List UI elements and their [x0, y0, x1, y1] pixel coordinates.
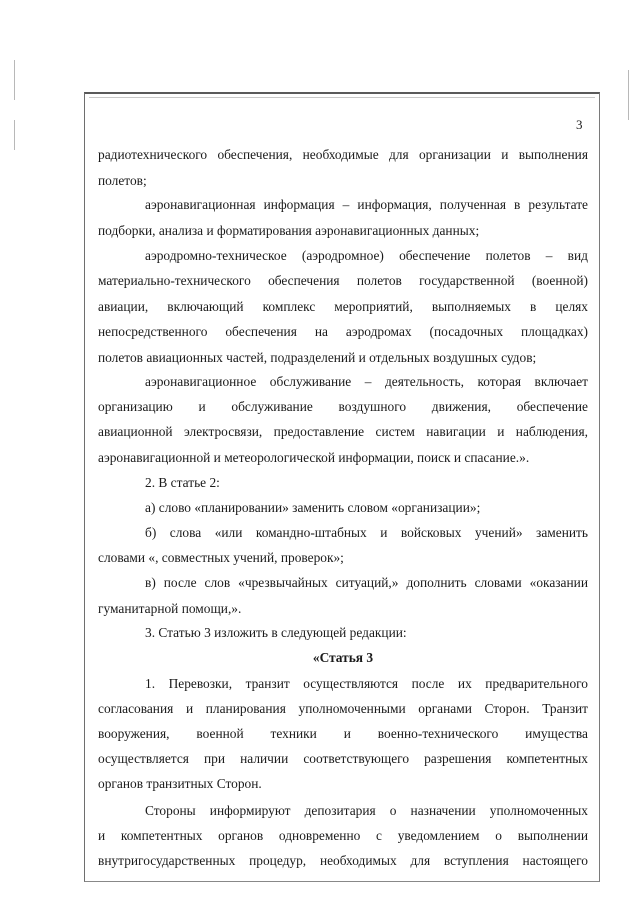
text-line: осуществляется при наличии соответствующего разрешения компетентных: [98, 751, 588, 766]
text-line: словами «, совместных учений, проверок»;: [98, 550, 344, 565]
text-line: согласования и планирования уполномоченными органами Сторон. Транзит: [98, 701, 588, 716]
text-line: органов транзитных Сторон.: [98, 776, 262, 791]
text-line: гуманитарной помощи,».: [98, 601, 242, 616]
text-line: и компетентных органов одновременно с уведомлением о выполнении: [98, 828, 588, 843]
page-number: 3: [576, 117, 583, 132]
text-line: авиационной электросвязи, предоставление систем навигации и наблюдения,: [98, 424, 588, 439]
text-line: б) слова «или командно-штабных и войсковых учений» заменить: [145, 525, 588, 540]
text-line: подборки, анализа и форматирования аэронавигационных данных;: [98, 223, 480, 238]
text-line: 2. В статье 2:: [145, 475, 220, 490]
text-line: а) слово «планировании» заменить словом «организации»;: [145, 500, 481, 515]
text-line: 1. Перевозки, транзит осуществляются после их предварительного: [145, 676, 588, 691]
text-line: вооружения, военной техники и военно-технического имущества: [98, 726, 588, 741]
text-line: непосредственного обеспечения на аэродромах (посадочных площадках): [98, 324, 588, 339]
text-line: полетов;: [98, 173, 147, 188]
text-line: аэродромно-техническое (аэродромное) обеспечение полетов – вид: [145, 248, 588, 263]
text-line: Стороны информируют депозитария о назначении уполномоченных: [145, 803, 588, 818]
text-line: аэронавигационное обслуживание – деятельность, которая включает: [145, 374, 588, 389]
text-line: в) после слов «чрезвычайных ситуаций,» дополнить словами «оказании: [145, 575, 588, 590]
text-line: материально-технического обеспечения полетов государственной (военной): [98, 273, 588, 288]
text-line: радиотехнического обеспечения, необходимые для организации и выполнения: [98, 147, 588, 162]
article-heading: «Статья 3: [312, 650, 374, 665]
text-line: организацию и обслуживание воздушного движения, обеспечение: [98, 399, 588, 414]
text-line: аэронавигационной и метеорологической информации, поиск и спасание.».: [98, 450, 530, 465]
text-line: авиации, включающий комплекс мероприятий, выполняемых в целях: [98, 299, 588, 314]
text-line: внутригосударственных процедур, необходимых для вступления настоящего: [98, 853, 588, 868]
text-line: полетов авиационных частей, подразделений и отдельных воздушных судов;: [98, 350, 537, 365]
text-line: 3. Статью 3 изложить в следующей редакции:: [145, 625, 407, 640]
text-line: аэронавигационная информация – информация, полученная в результате: [145, 197, 588, 212]
